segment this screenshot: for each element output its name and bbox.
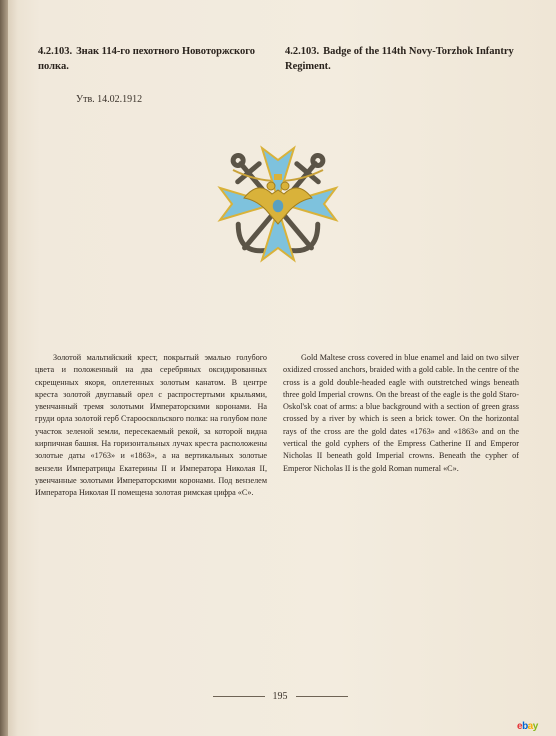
watermark-letter: b <box>522 721 528 732</box>
heading-russian-number: 4.2.103. <box>38 46 73 57</box>
description-english-paragraph: Gold Maltese cross covered in blue enamel and laid on two silver oxidized crossed anchors, braided with a gold cable. In the centre of the cross is a gold double-headed eagle with outstretched wings beneath three gold Imperial crowns. On the breast of the eagle is the gold Staro-Oskol'sk coat of arms: a blue background with a section of green grass crossed by a river by which is seen a brick tower. On the horizontal rays of the cross are the gold dates «1763» and «1863» and on the vertical the gold cyphers of the Empress Catherine II and Emperor Nicholas II beneath gold Imperial crowns. Beneath the cypher of Emperor Nicholas II is the gold Roman numeral «C». <box>283 353 519 473</box>
page-footer <box>200 689 360 703</box>
regimental-badge-image <box>203 142 353 272</box>
description-russian-paragraph: Золотой мальтийский крест, покрытый эмалью голубого цвета и положенный на два серебряных оксидированных скрещенных якоря, оплетенных золотым канатом. В центре креста золотой двуглавый орел с распростертыми крыльями, увенчанный тремя золотыми Императорскими коронами. На груди орла золотой герб Старооскольского полка: на голубом поле участок зеленой земли, пересекаемый рекой, за которой видна кирпичная башня. На горизонтальных лучах креста расположены золотые даты «1763» и «1863», а на вертикальных золотые вензели Императрицы Екатерины II и Императора Николая II, увенчанные золотыми Императорскими коронами. Под вензелем Императора Николая II помещена золотая римская цифра «С». <box>35 353 267 498</box>
description-russian <box>35 352 267 500</box>
heading-russian-title: Знак 114-го пехотного Новоторжского полка. <box>38 46 255 72</box>
heading-english <box>285 44 525 74</box>
book-spine-shadow <box>0 0 8 736</box>
footer-rule-left <box>213 696 265 697</box>
page-number: 195 <box>272 690 288 702</box>
heading-russian <box>38 44 278 74</box>
watermark-letter: e <box>517 721 523 732</box>
watermark-letter: y <box>532 721 538 732</box>
footer-rule-right <box>296 696 348 697</box>
heading-english-number: 4.2.103. <box>285 46 320 57</box>
approval-date: Утв. 14.02.1912 <box>76 94 143 105</box>
heading-english-title: Badge of the 114th Novy-Torzhok Infantry Regiment. <box>285 46 514 72</box>
watermark-letter: a <box>527 721 533 732</box>
description-english <box>283 352 519 475</box>
ebay-watermark-logo <box>517 721 538 732</box>
